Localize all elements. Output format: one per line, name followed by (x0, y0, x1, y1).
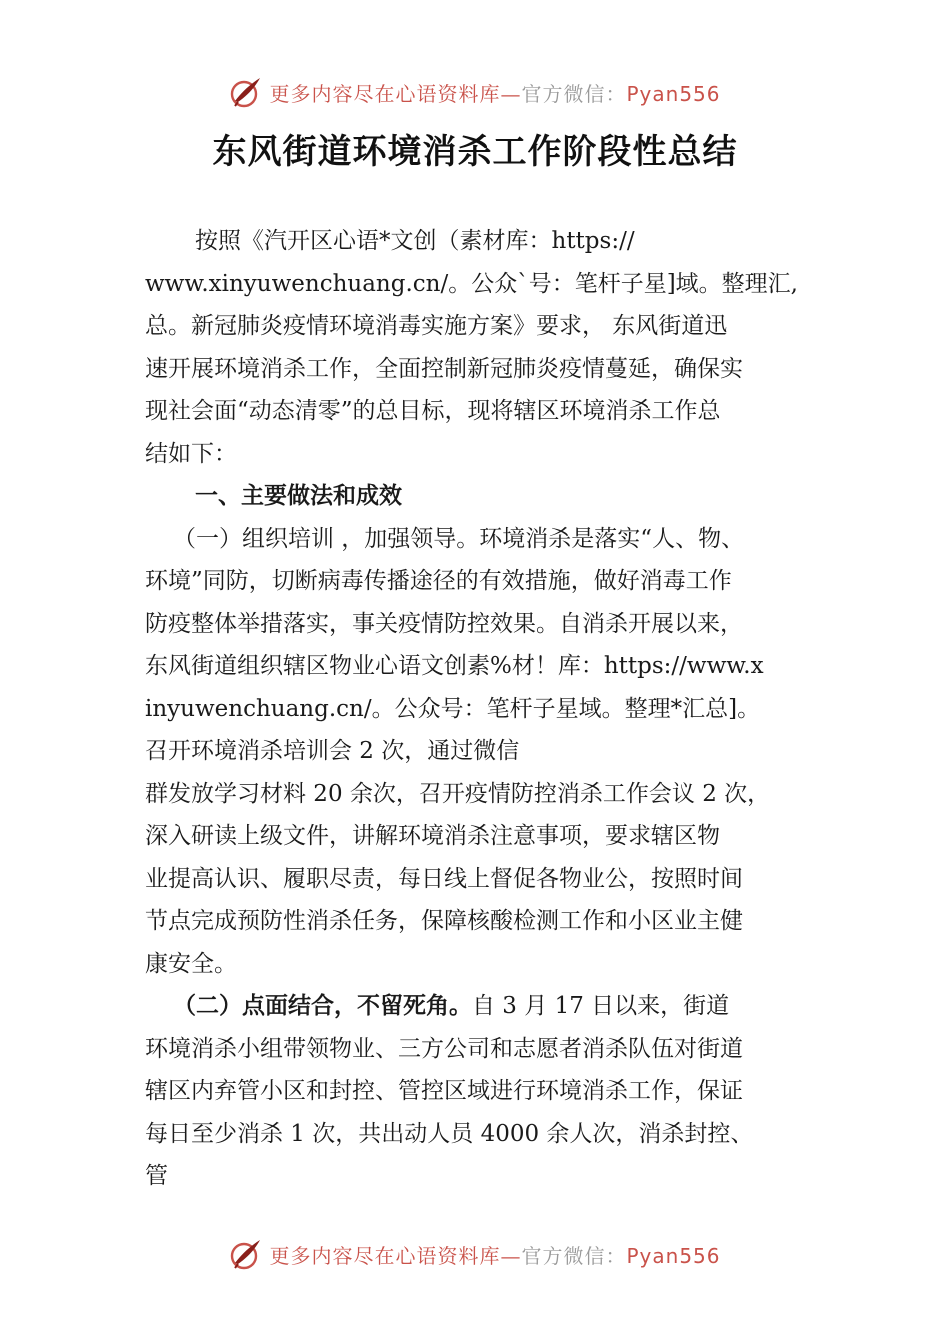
text-line: inyuwenchuang.cn/。公众号：笔杆子星域。整理*汇总]。 (145, 695, 761, 722)
banner-separator: — (500, 81, 522, 106)
text-line: 防疫整体举措落实，事关疫情防控效果。自消杀开展以来， (145, 610, 743, 637)
banner-label: 官方微信： (521, 1243, 627, 1268)
banner-separator: — (500, 1243, 522, 1268)
text-line: 节点完成预防性消杀任务，保障核酸检测工作和小区业主健 (145, 908, 743, 934)
text-line: （一）组织培训 ，加强领导。环境消杀是落实“人、物、 (173, 525, 745, 552)
text-line: 结如下： (145, 440, 237, 467)
document-title: 东风街道环境消杀工作阶段性总结 (212, 132, 738, 172)
banner-slogan: 更多内容尽在心语资料库 (269, 81, 501, 106)
text-line: 现社会面“动态清零”的总目标，现将辖区环境消杀工作总 (145, 398, 721, 424)
text-line: 速开展环境消杀工作，全面控制新冠肺炎疫情蔓延，确保实 (145, 355, 743, 382)
text-line: 业提高认识、履职尽责，每日线上督促各物业公，按照时间 (145, 865, 743, 892)
text-line: www.xinyuwenchuang.cn/。公众`号：笔杆子星]域。整理汇, (145, 270, 798, 297)
text-line: 总。新冠肺炎疫情环境消毒实施方案》要求， 东风街道迅 (145, 313, 728, 339)
text-line: 召开环境消杀培训会 2 次，通过微信 (145, 738, 520, 764)
text-line: 群发放学习材料 20 余次，召开疫情防控消杀工作会议 2 次， (145, 780, 771, 807)
text-line: 深入研读上级文件，讲解环境消杀注意事项，要求辖区物 (145, 823, 720, 849)
banner-account: Pyan556 (626, 81, 721, 106)
text-line: 康安全。 (145, 950, 237, 977)
subsection-heading: （二）点面结合，不留死角。 (173, 992, 472, 1019)
header-banner (0, 70, 950, 114)
banner-text (269, 1240, 720, 1269)
quill-logo-icon (229, 1237, 263, 1271)
text-line: 环境”同防，切断病毒传播途径的有效措施，做好消毒工作 (145, 568, 732, 594)
text-line: 管 (145, 1163, 168, 1189)
text-segment: 自 3 月 17 日以来，街道 (472, 993, 730, 1019)
text-line: 环境消杀小组带领物业、三方公司和志愿者消杀队伍对街道 (145, 1035, 743, 1062)
quill-logo-icon (229, 75, 263, 109)
banner-slogan: 更多内容尽在心语资料库 (269, 1243, 501, 1268)
banner-label: 官方微信： (521, 81, 627, 106)
text-line: 辖区内弃管小区和封控、管控区域进行环境消杀工作，保证 (145, 1078, 743, 1104)
text-line (145, 985, 815, 1028)
footer-banner (0, 1232, 950, 1276)
section-heading: 一、主要做法和成效 (195, 483, 402, 509)
text-line: 按照《汽开区心语*文创（素材库：https:// (195, 228, 635, 254)
banner-account: Pyan556 (626, 1243, 721, 1268)
banner-text (269, 78, 720, 107)
text-line: 每日至少消杀 1 次，共出动人员 4000 余人次，消杀封控、 (145, 1120, 754, 1147)
text-line: 东风街道组织辖区物业心语文创素%材！库：https://www.x (145, 653, 764, 679)
document-body (145, 220, 815, 1198)
